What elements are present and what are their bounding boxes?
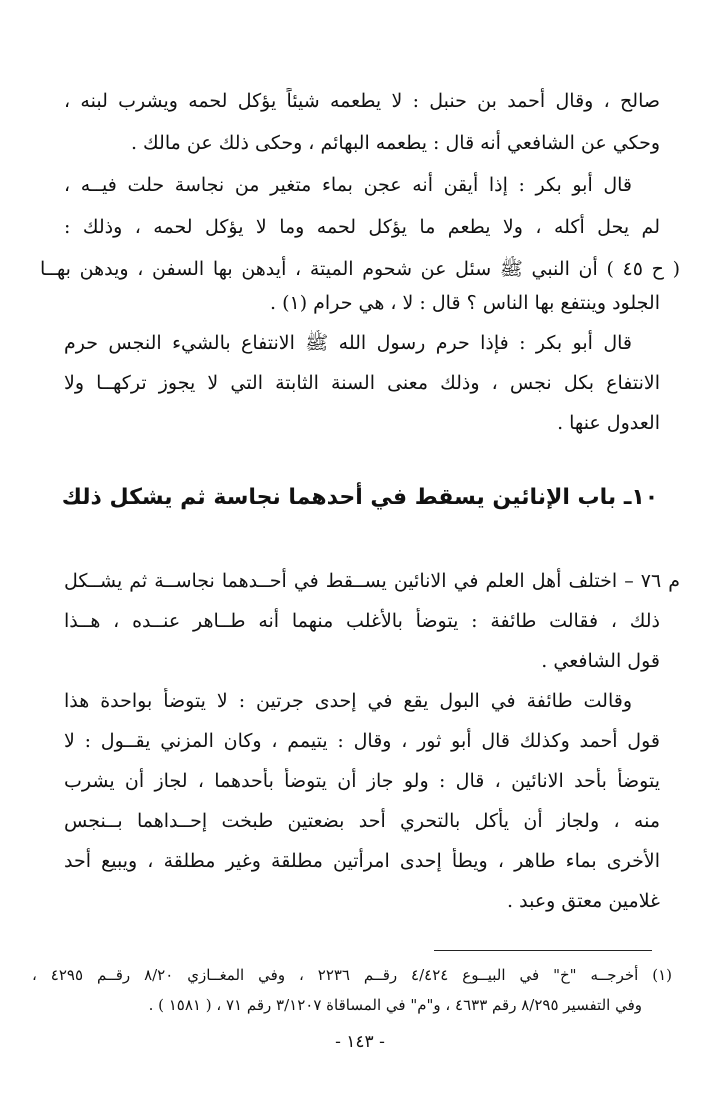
body-text-line: الانتفاع بكل نجس ، وذلك معنى السنة الثابتة التي لا يجوز تركهــا ولا bbox=[64, 372, 660, 394]
hadith-text-line: ( ح ٤٥ ) أن النبي ﷺ سئل عن شحوم الميتة ، أيدهن بها السفن ، ويدهن بهــا bbox=[40, 258, 680, 280]
body-text-line: صالح ، وقال أحمد بن حنبل : لا يطعمه شيئاً يؤكل لحمه ويشرب لبنه ، bbox=[64, 90, 660, 112]
page-number: - ١٤٣ - bbox=[335, 1032, 385, 1052]
footnote-line: وفي التفسير ٨/٢٩٥ رقم ٤٦٣٣ ، و"م" في المساقاة ٣/١٢٠٧ رقم ٧١ ، ( ١٥٨١ ) . bbox=[148, 996, 642, 1014]
chapter-heading: ١٠ـ باب الإنائين يسقط في أحدهما نجاسة ثم يشكل ذلك bbox=[61, 485, 659, 510]
body-text-line: وحكي عن الشافعي أنه قال : يطعمه البهائم ، وحكى ذلك عن مالك . bbox=[130, 132, 660, 154]
section-text-line: قول الشافعي . bbox=[541, 650, 660, 672]
section-text-line: غلامين معتق وعبد . bbox=[507, 890, 660, 912]
body-text-line: لم يحل أكله ، ولا يطعم ما يؤكل لحمه وما لا يؤكل لحمه ، وذلك : bbox=[64, 216, 660, 238]
footnote-line: (١) أخرجــه "خ" في البيــوع ٤/٤٢٤ رقــم ٢٢٣٦ ، وفي المغــازي ٨/٢٠ رقــم ٤٢٩٥ ، bbox=[32, 966, 672, 984]
body-text-line: قال أبو بكر : فإذا حرم رسول الله ﷺ الانتفاع بالشيء النجس حرم bbox=[64, 332, 632, 354]
section-text-line: الأخرى بماء طاهر ، ويطأ إحدى امرأتين مطلقة وغير مطلقة ، ويبيع أحد bbox=[64, 850, 660, 872]
section-text-line: قول أحمد وكذلك قال أبو ثور ، وقال : يتيمم ، وكان المزني يقــول : لا bbox=[64, 730, 660, 752]
body-text-line: قال أبو بكر : إذا أيقن أنه عجن بماء متغير من نجاسة حلت فيــه ، bbox=[64, 174, 632, 196]
body-text-line: الجلود وينتفع بها الناس ؟ قال : لا ، هي حرام (١) . bbox=[270, 292, 660, 314]
footnote-divider bbox=[434, 950, 652, 951]
section-text-line: م ٧٦ – اختلف أهل العلم في الانائين يســقط في أحــدهما نجاســة ثم يشــكل bbox=[64, 570, 680, 592]
section-text-line: منه ، ولجاز أن يأكل بالتحري أحد بضعتين طبخت إحــداهما بــنجس bbox=[64, 810, 660, 832]
section-text-line: ذلك ، فقالت طائفة : يتوضأ بالأغلب منهما أنه طــاهر عنــده ، هــذا bbox=[64, 610, 660, 632]
body-text-line: العدول عنها . bbox=[557, 412, 660, 434]
section-text-line: وقالت طائفة في البول يقع في إحدى جرتين : لا يتوضأ بواحدة هذا bbox=[64, 690, 632, 712]
section-text-line: يتوضأ بأحد الانائين ، قال : ولو جاز أن يتوضأ بأحدهما ، لجاز أن يشرب bbox=[64, 770, 660, 792]
